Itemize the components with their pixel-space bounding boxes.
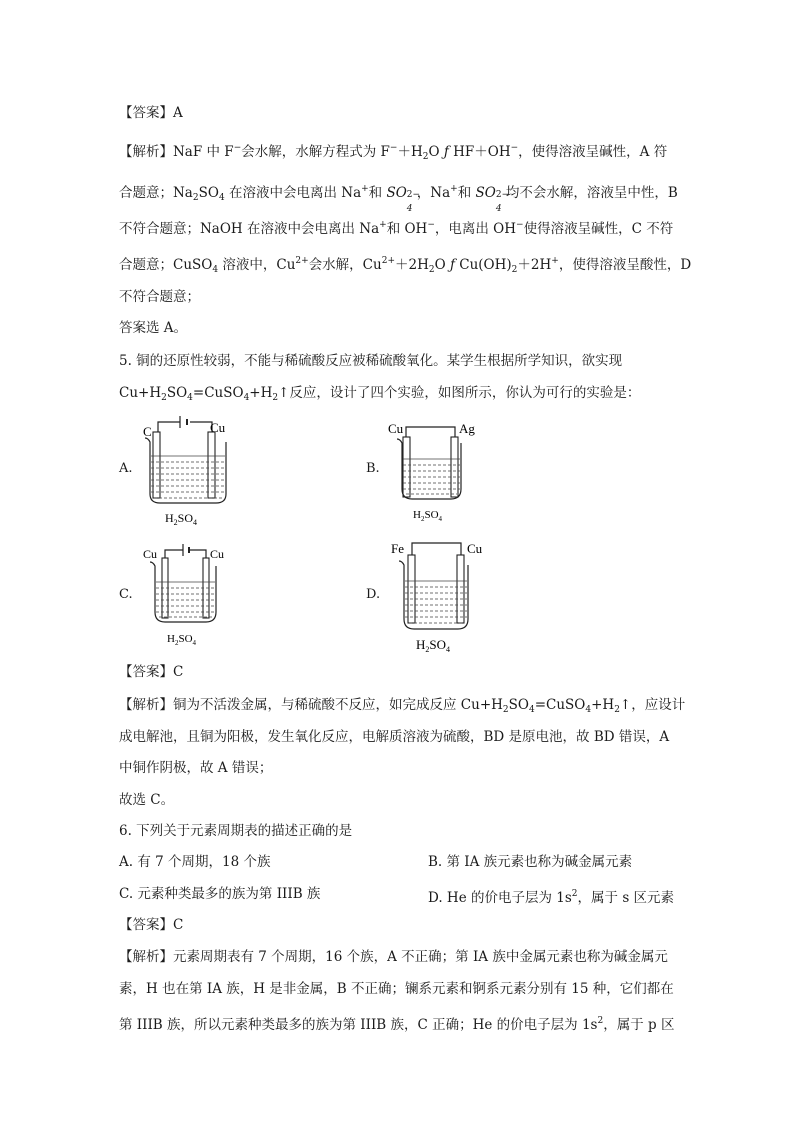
text: 和 OH — [386, 221, 428, 237]
left-electrode — [153, 432, 160, 498]
q4-analysis-line-4 — [119, 251, 691, 280]
text: H — [416, 637, 426, 652]
superscript: 2+ — [381, 256, 395, 266]
text: ，属于 s 区元素 — [577, 890, 675, 906]
q6-stem: 6. 下列关于元素周期表的描述正确的是 — [119, 823, 353, 839]
q5-option-b-label[interactable]: B. — [366, 461, 380, 476]
left-electrode-label: Fe — [391, 541, 404, 556]
sulfate-ion — [386, 185, 421, 214]
text: 和 — [368, 185, 387, 201]
text: SO — [424, 509, 439, 521]
text: +H — [591, 697, 615, 713]
subscript: 4 — [243, 393, 250, 403]
superscript: − — [427, 220, 435, 230]
q6-option-b[interactable]: B. 第 IA 族元素也称为碱金属元素 — [428, 854, 633, 870]
text: 和 — [457, 185, 476, 201]
text: H — [167, 633, 175, 645]
q4-answer-line: 【答案】A — [119, 105, 183, 121]
right-electrode — [451, 437, 458, 497]
superscript: 2− — [495, 190, 510, 200]
q5-answer-line: 【答案】C — [119, 664, 184, 680]
text: H — [165, 511, 174, 525]
subscript: 4 — [212, 265, 219, 275]
text: SO — [475, 185, 496, 201]
superscript: + — [450, 184, 458, 194]
text: 会水解，Cu — [308, 257, 382, 273]
text: SO — [166, 385, 188, 401]
text: ，电离出 OH — [434, 221, 517, 237]
q6-option-a[interactable]: A. 有 7 个周期，18 个族 — [119, 854, 271, 870]
subscript: 2 — [502, 705, 509, 715]
superscript: 2 — [571, 889, 578, 899]
subscript: 2 — [511, 265, 518, 275]
q6-answer-line: 【答案】C — [119, 917, 184, 933]
sulfate-ion — [475, 185, 510, 214]
q5-option-a-diagram — [140, 410, 240, 530]
text: 均不会水解，溶液呈中性，B — [505, 185, 678, 201]
q6-analysis-line-3 — [119, 1011, 674, 1035]
wire — [165, 550, 206, 558]
right-electrode-label: Cu — [210, 547, 225, 561]
right-electrode-label: Cu — [467, 541, 483, 556]
left-electrode-label: Cu — [143, 547, 158, 561]
text: 合题意；CuSO — [119, 257, 213, 273]
subscript: 2 — [425, 645, 430, 654]
superscript: + — [379, 220, 387, 230]
subscript: 4 — [438, 515, 443, 523]
text: ，属于 p 区 — [603, 1017, 675, 1033]
right-electrode-label: Ag — [459, 421, 475, 436]
subscript: 2 — [173, 518, 178, 527]
text: =CuSO — [534, 697, 586, 713]
subscript: 2 — [192, 193, 199, 203]
right-electrode — [208, 432, 215, 498]
text: SO — [198, 185, 219, 201]
text: 不符合题意；NaOH 在溶液中会电离出 Na — [119, 221, 380, 237]
equilibrium-symbol: ƒ — [443, 144, 449, 160]
text: ↑反应，设计了四个实验，如图所示，你认为可行的实验是： — [278, 385, 641, 401]
text: HF＋OH — [448, 144, 511, 160]
wire — [412, 543, 461, 555]
subscript: 2 — [161, 393, 167, 403]
q5-analysis-line-1 — [119, 695, 685, 720]
superscript: 2 — [597, 1016, 604, 1026]
q6-analysis-line-1: 【解析】元素周期表有 7 个周期，16 个族，A 不正确；第 IA 族中金属元素也称为碱金属元 — [119, 949, 668, 965]
superscript: 2− — [406, 190, 421, 200]
subscript: 2 — [422, 152, 429, 162]
left-electrode — [403, 437, 410, 497]
q5-option-d-diagram — [385, 535, 495, 657]
q5-analysis-line-3: 中铜作阴极，故 A 错误； — [119, 760, 273, 776]
text: 使得溶液呈碱性，C 不符 — [523, 221, 674, 237]
subscript: 4 — [585, 705, 592, 715]
text: 第 IIIB 族，所以元素种类最多的族为第 IIIB 族，C 正确；He 的价电子层为 1s — [119, 1017, 598, 1033]
q6-option-d[interactable] — [428, 884, 674, 908]
superscript: 2+ — [295, 256, 309, 266]
q4-final-answer: 答案选 A。 — [119, 320, 188, 336]
solution-label — [416, 637, 450, 654]
text: ＋H — [397, 144, 423, 160]
superscript: − — [510, 143, 519, 153]
q5-stem-line-2 — [119, 383, 640, 408]
q5-final-answer: 故选 C。 — [119, 792, 175, 808]
subscript: 4 — [406, 204, 413, 214]
subscript: 4 — [192, 639, 197, 647]
text: O — [434, 257, 450, 273]
text: 溶液中，Cu — [218, 257, 296, 273]
text: O — [428, 144, 444, 160]
text: H — [413, 509, 421, 521]
subscript: 2 — [428, 265, 435, 275]
subscript: 2 — [272, 393, 279, 403]
text: Cu+H — [119, 385, 162, 401]
text: SO — [429, 637, 447, 652]
solution-label — [165, 511, 197, 527]
q4-analysis-line-5: 不符合题意； — [119, 289, 200, 305]
text: 【解析】铜为不活泼金属，与稀硫酸不反应，如完成反应 Cu+H — [119, 697, 503, 713]
q5-option-d-label[interactable]: D. — [366, 587, 381, 602]
left-electrode — [408, 555, 415, 623]
subscript: 4 — [495, 204, 502, 214]
text: SO — [386, 185, 407, 201]
text: 会水解，水解方程式为 F — [241, 144, 390, 160]
superscript: + — [551, 256, 559, 266]
q6-analysis-line-2: 素，H 也在第 IA 族，H 是非金属，B 不正确；镧系元素和锕系元素分别有 15 种，它们都在 — [119, 981, 674, 997]
q5-option-b-diagram — [385, 415, 485, 530]
text: +H — [249, 385, 273, 401]
text: ＋2H — [517, 257, 552, 273]
q4-analysis-line-1 — [119, 138, 667, 167]
equilibrium-symbol: ƒ — [449, 257, 455, 273]
solution-label — [413, 509, 443, 523]
q5-option-c-label[interactable]: C. — [119, 587, 133, 602]
text: ↑，应设计 — [619, 697, 686, 713]
text: ，使得溶液呈酸性，D — [558, 257, 692, 273]
text: D. He 的价电子层为 1s — [428, 890, 572, 906]
left-electrode-label: C — [143, 424, 152, 439]
text: SO — [177, 511, 194, 525]
text: 【解析】NaF 中 F — [119, 144, 234, 160]
text: SO — [508, 697, 529, 713]
text: ，使得溶液呈碱性，A 符 — [518, 144, 668, 160]
text: ，Na — [416, 185, 451, 201]
text: 合题意；Na — [119, 185, 193, 201]
text: =CuSO — [192, 385, 244, 401]
subscript: 2 — [420, 515, 425, 523]
wire — [406, 427, 455, 437]
subscript: 4 — [193, 518, 198, 527]
right-electrode-label: Cu — [210, 420, 226, 435]
q4-analysis-line-2 — [119, 179, 678, 214]
subscript: 4 — [187, 393, 193, 403]
left-electrode-label: Cu — [388, 421, 404, 436]
q5-option-c-diagram — [140, 540, 235, 650]
subscript: 2 — [614, 705, 620, 715]
q4-analysis-line-3 — [119, 215, 673, 239]
text: Cu(OH) — [454, 257, 512, 273]
text: ＋2H — [395, 257, 429, 273]
subscript: 4 — [446, 645, 451, 654]
superscript: − — [516, 220, 524, 230]
wire — [158, 422, 212, 432]
superscript: + — [361, 184, 369, 194]
subscript: 2 — [174, 639, 179, 647]
text: 在溶液中会电离出 Na — [224, 185, 362, 201]
superscript: − — [389, 143, 398, 153]
q5-option-a-label[interactable]: A. — [119, 461, 133, 476]
q6-option-c[interactable]: C. 元素种类最多的族为第 IIIB 族 — [119, 886, 321, 902]
q5-stem-line-1: 5. 铜的还原性较弱，不能与稀硫酸反应被稀硫酸氧化。某学生根据所学知识，欲实现 — [119, 353, 623, 369]
superscript: − — [233, 143, 242, 153]
subscript: 4 — [528, 705, 535, 715]
solution-label — [167, 633, 197, 647]
q5-analysis-line-2: 成电解池，且铜为阳极，发生氧化反应，电解质溶液为硫酸，BD 是原电池，故 BD 错误，A — [119, 729, 670, 745]
text: SO — [178, 633, 193, 645]
subscript: 4 — [218, 193, 225, 203]
right-electrode — [457, 555, 464, 623]
